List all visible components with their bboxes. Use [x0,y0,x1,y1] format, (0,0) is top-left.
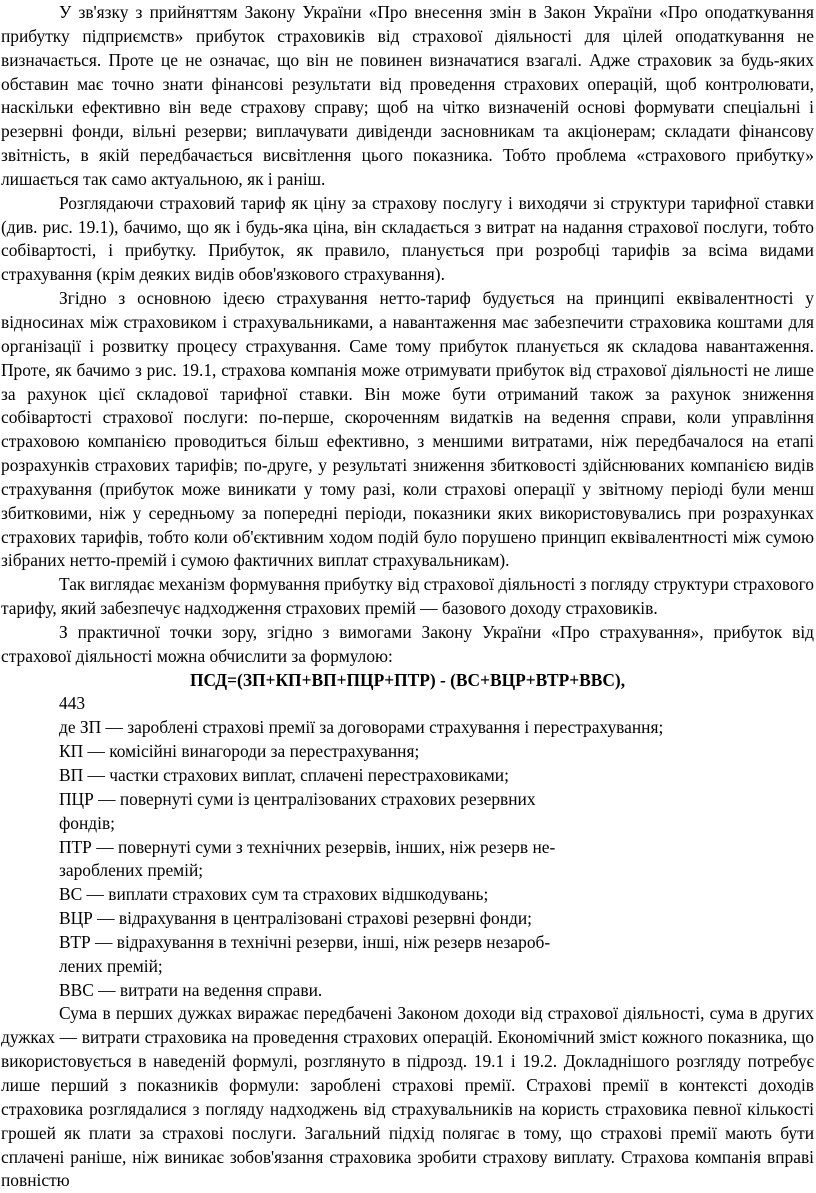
definition-line: фондів; [59,812,115,833]
document-body [1,1,814,1193]
paragraph-formula-intro: З практичної точки зору, згідно з вимогами Закону України «Про страхування», прибуток від страхової діяльності можна обчислити за формулою: [1,621,814,666]
definition-line: ВТР — відрахування в технічні резерви, інші, ніж резерв незароб- [59,931,551,952]
paragraph-mechanism: Так виглядає механізм формування прибутку від страхової діяльності з погляду структури страхового тарифу, який забезпечує надходження страхових премій — базового доходу страховиків. [1,574,814,619]
page-number: 443 [59,693,86,714]
definition-line: ПЦР — повернуті суми із централізованих страхових резервних [59,788,536,809]
definition-line: зароблених премій; [59,860,204,881]
paragraph-equivalence: Згідно з основною ідеєю страхування нетто-тариф будується на принципі еквівалентності у відносинах між страховиком і страхувальниками, а навантаження має забезпечити страховика коштами для організації і розвитку процесу страхування. Саме тому прибуток планується як складова навантаження. Проте, як бачимо з рис. 19.1, страхова компанія може отримувати прибуток від страхової діяльності не лише за рахунок цієї складової тарифної ставки. Він може бути отриманий також за рахунок зниження собівартості страхової послуги: по-перше, скороченням видатків на ведення справи, коли управління страховою компанією проводиться більш ефективно, з меншими витратами, ніж передбачалося на етапі розрахунків страхових тарифів; по-друге, у результаті зниження збитковості здійснюваних компанією видів страхування (прибуток може виникати у тому разі, коли страхові операції у звітному періоді були менш збитковими, ніж у середньому за попередні періоди, показники яких використовувались при розрахунках страхових тарифів, тобто коли об'єктивним ходом подій було порушено принцип еквівалентності між сумою зібраних нетто-премій і сумою фактичних виплат страхувальникам). [1,288,814,571]
paragraph-closing: Сума в перших дужках виражає передбачені Законом доходи від страхової діяльності, сума в других дужках — витрати страховика на проведення страхових операцій. Економічний зміст кожного показника, що використовується в наведеній формулі, розглянуто в підрозд. 19.1 і 19.2. Докладнішого розгляду потребує лише перший з показників формули: зароблені страхові премії. Страхові премії в контексті доходів страховика розглядалися з погляду надходжень від страхувальників на користь страховика певної кількості грошей як плати за страхові послуги. Загальний підхід полягає в тому, що страхові премії мають бути сплачені раніше, ніж виникає зобов'язання страховика зробити страхову виплату. Страхова компанія вправі повністю [1,1003,814,1191]
definition-line: лених премій; [59,955,163,976]
definition-line: ВС — виплати страхових сум та страхових відшкодувань; [59,884,489,905]
definition-line: ПТР — повернуті суми з технічних резервів, інших, ніж резерв не- [59,836,556,857]
formula-definitions [1,692,814,1002]
paragraph-intro: У зв'язку з прийняттям Закону України «Про внесення змін в Закон України «Про оподаткування прибутку підприємств» прибуток страховиків від страхової діяльності для цілей оподаткування не визначається. Проте це не означає, що він не повинен визначатися взагалі. Адже страховик за будь-яких обставин має точно знати фінансові результати від проведення страхових операцій, щоб контролювати, наскільки ефективно він веде страхову справу; щоб на чітко визначеній основі формувати спеціальні і резервні фонди, вільні резерви; виплачувати дивіденди засновникам та акціонерам; складати фінансову звітність, в якій передбачається висвітлення цього показника. Тобто проблема «страхового прибутку» лишається так само актуальною, як і раніш. [1,2,814,189]
definition-line: ВП — частки страхових виплат, сплачені перестраховиками; [59,765,509,785]
definition-line: ВЦР — відрахування в централізовані страхові резервні фонди; [59,908,532,929]
definition-line: ВВС — витрати на ведення справи. [59,979,323,1000]
definition-line: де ЗП — зароблені страхові премії за договорами страхування і перестрахування; [59,717,664,738]
paragraph-tariff: Розглядаючи страховий тариф як ціну за страхову послугу і виходячи зі структури тарифної ставки (див. рис. 19.1), бачимо, що як і будь-яка ціна, він складається з витрат на надання страхової послуги, тобто собівартості, і прибутку. Прибуток, як правило, планується при розробці тарифів за всіма видами страхування (крім деяких видів обов'язкового страхування). [1,192,814,285]
profit-formula: ПСД=(ЗП+КП+ВП+ПЦР+ПТР) - (ВС+ВЦР+ВТР+ВВС), [189,669,626,690]
definition-line: КП — комісійні винагороди за перестрахування; [59,741,420,762]
